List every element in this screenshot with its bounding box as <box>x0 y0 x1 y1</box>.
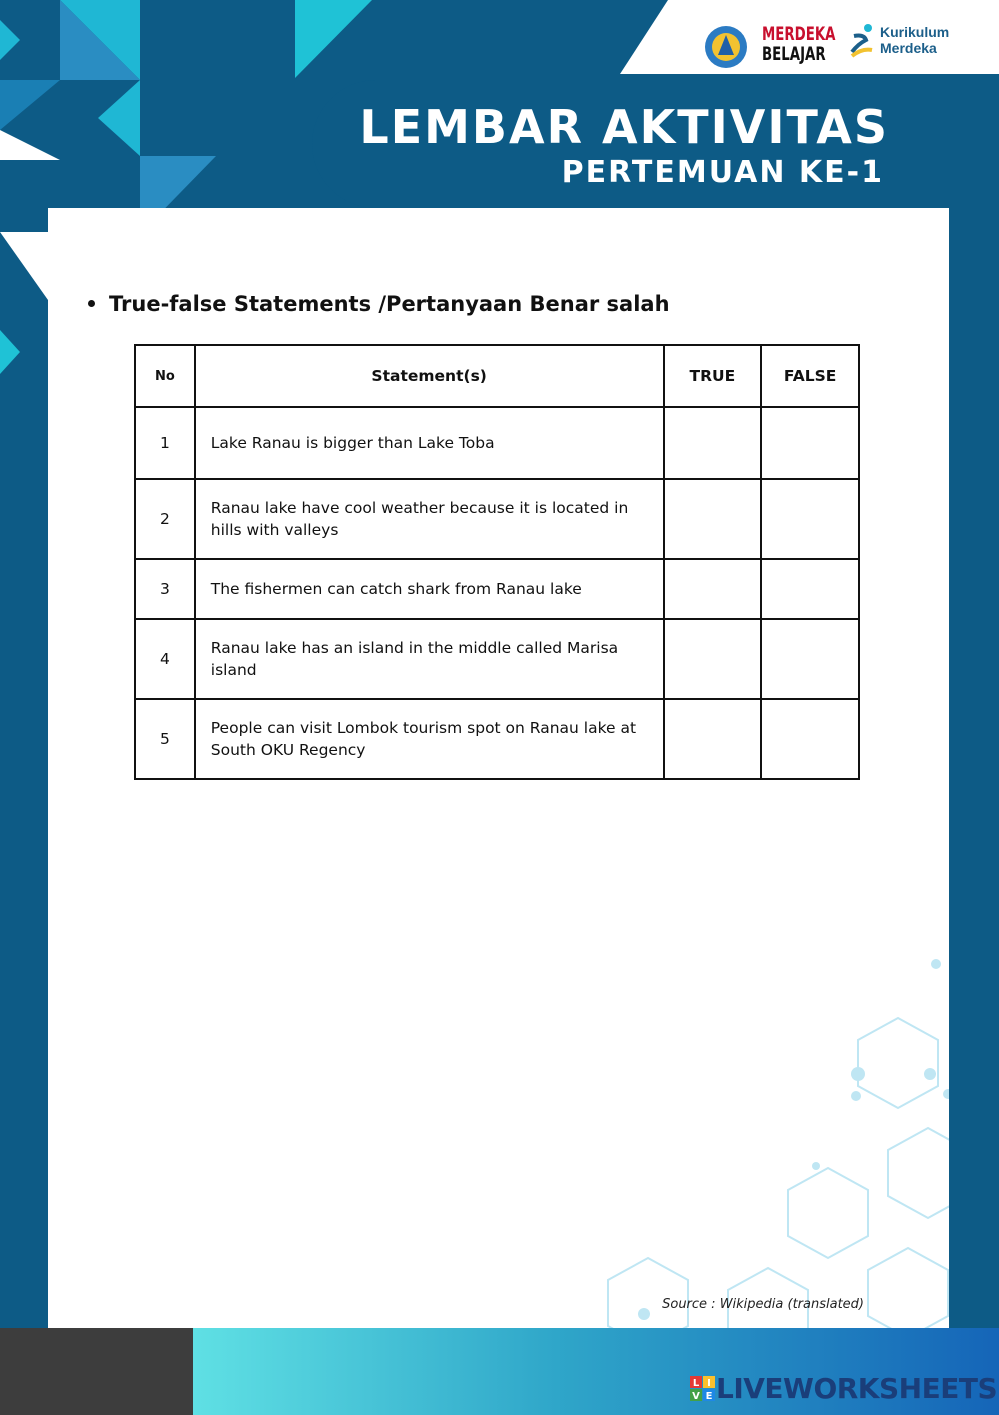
header-false: FALSE <box>761 345 859 407</box>
row-number: 5 <box>135 699 195 779</box>
liveworksheets-text: LIVEWORKSHEETS <box>716 1372 998 1405</box>
row-number: 3 <box>135 559 195 619</box>
row-statement: Ranau lake have cool weather because it is located in hills with valleys <box>195 479 664 559</box>
answer-true-cell[interactable] <box>664 479 762 559</box>
source-note: Source : Wikipedia (translated) <box>662 1297 864 1312</box>
footer-left-block <box>0 1328 193 1415</box>
badge-letter: I <box>707 1377 711 1389</box>
logo-belajar-text: BELAJAR <box>762 43 826 65</box>
merdeka-belajar-logo <box>762 24 835 64</box>
section-heading-text: True-false Statements /Pertanyaan Benar salah <box>109 292 670 316</box>
answer-false-cell[interactable] <box>761 699 859 779</box>
answer-true-cell[interactable] <box>664 407 762 479</box>
row-statement: The fishermen can catch shark from Ranau lake <box>195 559 664 619</box>
answer-true-cell[interactable] <box>664 619 762 699</box>
kurikulum-merdeka-logo <box>880 24 949 56</box>
deco-triangle <box>98 80 140 156</box>
deco-triangle <box>0 80 60 130</box>
page-title: LEMBAR AKTIVITAS <box>359 100 889 154</box>
deco-triangle <box>295 0 372 78</box>
row-number: 2 <box>135 479 195 559</box>
logo-merdeka-text: MERDEKA <box>762 23 836 45</box>
answer-false-cell[interactable] <box>761 559 859 619</box>
kurikulum-merdeka-icon <box>848 22 876 60</box>
row-number: 4 <box>135 619 195 699</box>
row-number: 1 <box>135 407 195 479</box>
deco-triangle <box>0 20 20 60</box>
table-row <box>135 619 859 699</box>
table-row <box>135 699 859 779</box>
tut-wuri-emblem-icon <box>703 25 749 69</box>
deco-triangle <box>0 330 20 374</box>
row-statement: People can visit Lombok tourism spot on Ranau lake at South OKU Regency <box>195 699 664 779</box>
header-statement: Statement(s) <box>195 345 664 407</box>
row-statement: Ranau lake has an island in the middle called Marisa island <box>195 619 664 699</box>
table-row <box>135 559 859 619</box>
header-no: No <box>135 345 195 407</box>
liveworksheets-logo[interactable] <box>690 1372 997 1405</box>
header-true: TRUE <box>664 345 762 407</box>
deco-triangle <box>0 232 48 300</box>
badge-letter: V <box>692 1390 700 1402</box>
table-header-row <box>135 345 859 407</box>
deco-triangle <box>0 130 60 160</box>
live-badge-icon <box>690 1376 716 1402</box>
answer-false-cell[interactable] <box>761 407 859 479</box>
answer-false-cell[interactable] <box>761 479 859 559</box>
table-row <box>135 407 859 479</box>
logo-merdeka-sub-text: Merdeka <box>880 40 937 56</box>
table-row <box>135 479 859 559</box>
row-statement: Lake Ranau is bigger than Lake Toba <box>195 407 664 479</box>
answer-true-cell[interactable] <box>664 559 762 619</box>
badge-letter: E <box>705 1390 713 1402</box>
section-heading <box>88 292 670 316</box>
answer-false-cell[interactable] <box>761 619 859 699</box>
badge-letter: L <box>692 1377 700 1389</box>
bullet-icon <box>88 300 95 307</box>
answer-true-cell[interactable] <box>664 699 762 779</box>
page-subtitle: PERTEMUAN KE-1 <box>561 155 884 190</box>
logo-kurikulum-text: Kurikulum <box>880 24 950 40</box>
true-false-table <box>134 344 860 780</box>
